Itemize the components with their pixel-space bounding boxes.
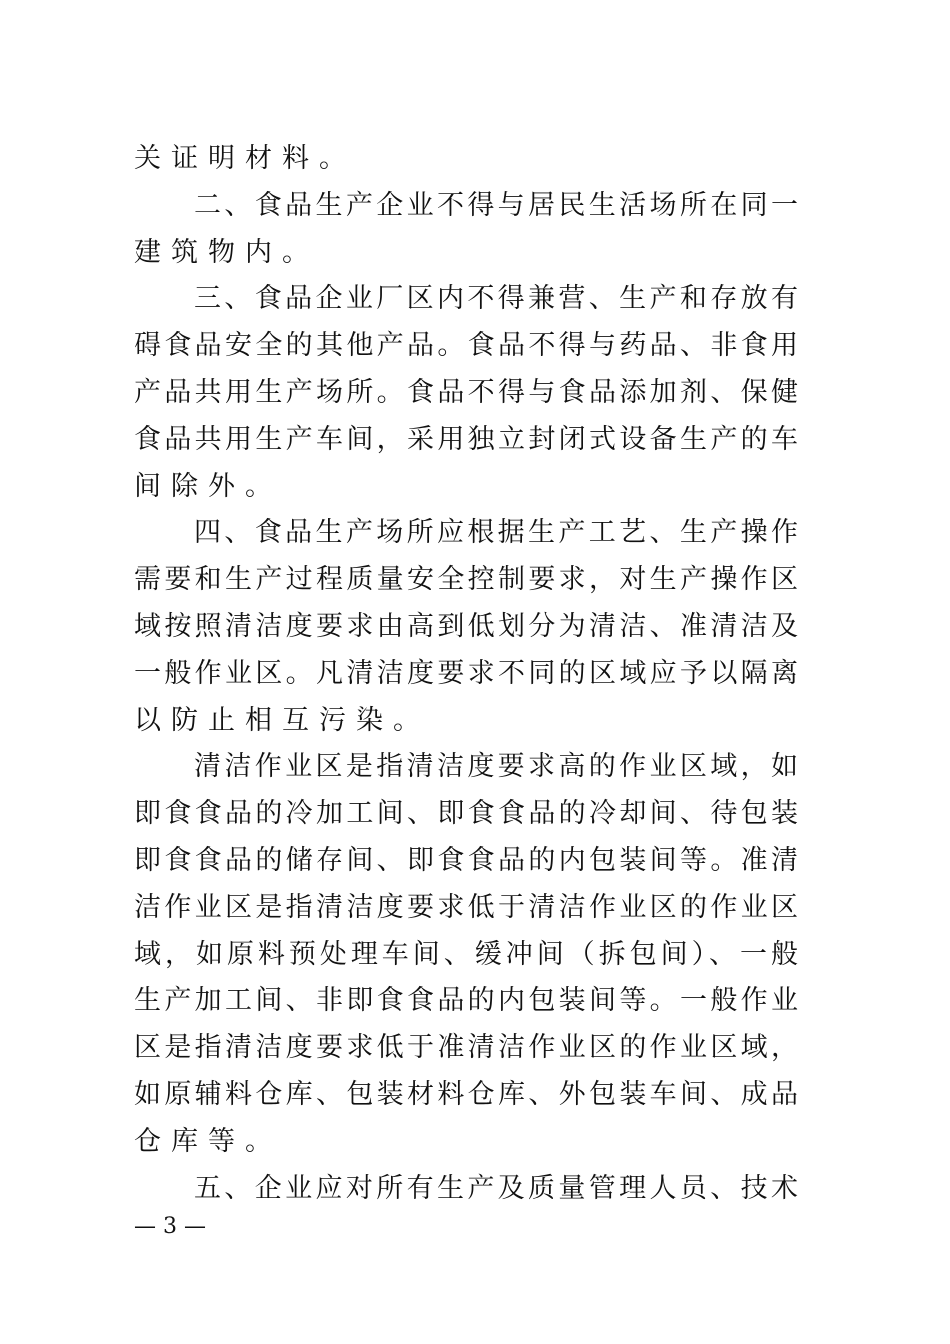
- page-number: — 3 —: [134, 1214, 206, 1239]
- text-line: 产品共用生产场所。食品不得与食品添加剂、保健: [134, 376, 798, 408]
- text-line: 关证明材料。: [134, 143, 356, 174]
- text-line: 仓库等。: [134, 1125, 282, 1157]
- text-line: 以防止相互污染。: [134, 704, 430, 736]
- text-line: 域按照清洁度要求由高到低划分为清洁、准清洁及: [134, 610, 798, 642]
- text-line: 四、食品生产场所应根据生产工艺、生产操作: [194, 517, 798, 549]
- text-line: 如原辅料仓库、包装材料仓库、外包装车间、成品: [134, 1078, 798, 1110]
- body-text: [134, 136, 798, 1212]
- text-line: 清洁作业区是指清洁度要求高的作业区域，如: [194, 751, 798, 783]
- text-line: 五、企业应对所有生产及质量管理人员、技术: [194, 1172, 798, 1204]
- text-line: 需要和生产过程质量安全控制要求，对生产操作区: [134, 564, 798, 596]
- text-line: 三、食品企业厂区内不得兼营、生产和存放有: [194, 283, 798, 315]
- text-line: 建筑物内。: [134, 236, 319, 268]
- text-line: 即食食品的冷加工间、即食食品的冷却间、待包装: [134, 798, 798, 830]
- text-line: 碍食品安全的其他产品。食品不得与药品、非食用: [134, 330, 798, 362]
- text-line: 即食食品的储存间、即食食品的内包装间等。准清: [134, 844, 798, 876]
- text-line: 生产加工间、非即食食品的内包装间等。一般作业: [134, 985, 798, 1017]
- text-line: 区是指清洁度要求低于准清洁作业区的作业区域，: [134, 1032, 798, 1064]
- text-line: 洁作业区是指清洁度要求低于清洁作业区的作业区: [134, 891, 798, 923]
- text-line: 间除外。: [134, 470, 282, 502]
- text-line: 食品共用生产车间，采用独立封闭式设备生产的车: [134, 423, 798, 455]
- text-line: 一般作业区。凡清洁度要求不同的区域应予以隔离: [134, 657, 798, 689]
- text-line: 域，如原料预处理车间、缓冲间（拆包间）、一般: [134, 938, 798, 970]
- text-line: 二、食品生产企业不得与居民生活场所在同一: [194, 189, 798, 221]
